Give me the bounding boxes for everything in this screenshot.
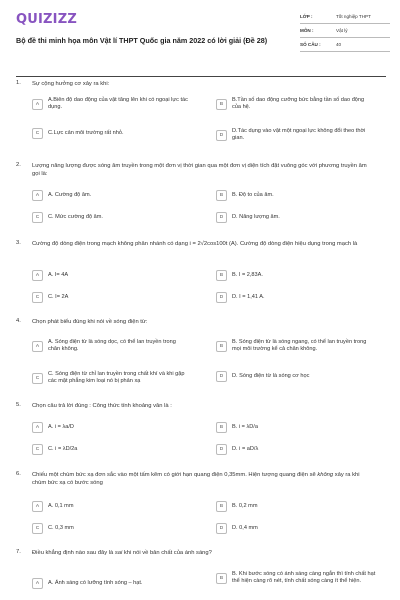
option-text: D. 0,4 mm xyxy=(232,524,258,531)
question-number: 5. xyxy=(16,402,21,408)
question-text-emphasis: sai xyxy=(114,550,123,556)
option-letter: B xyxy=(216,501,227,512)
option-letter: A xyxy=(32,270,43,281)
option-letter: A xyxy=(32,341,43,352)
option-letter: B xyxy=(216,99,227,110)
meta-value: 40 xyxy=(336,42,342,47)
option-letter: C xyxy=(32,444,43,455)
header-divider xyxy=(16,76,386,77)
question-text: Chọn câu trả lời đúng : Công thức tính khoảng vân là : xyxy=(32,403,172,409)
option-c[interactable] xyxy=(32,292,188,303)
option-letter: B xyxy=(216,573,227,584)
question-text xyxy=(32,471,372,487)
option-c[interactable] xyxy=(32,371,188,386)
question-text-part: khi nói về bản chất của ánh sáng? xyxy=(122,550,212,556)
option-letter: A xyxy=(32,578,43,589)
option-text: A. Cường độ âm. xyxy=(48,191,92,198)
question-text: Sự cộng hưởng cơ xảy ra khi: xyxy=(32,81,110,87)
option-text: B. Độ to của âm. xyxy=(232,191,274,198)
option-text: A. Sóng điện từ là sóng dọc, có thể lan truyền trong chân không. xyxy=(48,339,176,353)
option-a[interactable] xyxy=(32,270,188,281)
option-letter: C xyxy=(32,128,43,139)
meta-row-subject xyxy=(300,24,390,38)
option-text xyxy=(48,446,188,453)
option-text: D.Tác dụng vào vật một ngoại lực không đổi theo thời gian. xyxy=(232,128,366,142)
option-text: A. 0,1 mm xyxy=(48,502,74,509)
option-text: B. Khi bước sóng có ánh sáng càng ngắn thì tính chất hạt thể hiện càng rõ nét, tính chất sóng càng ít thể hiện. xyxy=(232,571,376,585)
question-text-part: Điều khẳng định nào sau đây là xyxy=(32,550,115,556)
option-text: B. Sóng điện từ là sóng ngang, có thể lan truyền trong mọi môi trường kể cả chân không. xyxy=(232,339,367,353)
option-b[interactable] xyxy=(216,339,372,354)
option-d[interactable] xyxy=(216,523,372,534)
question-5 xyxy=(16,402,386,462)
option-text: C. 0,3 mm xyxy=(48,524,74,531)
option-text: A.Biên độ dao động của vật tăng lên khi có ngoại lực tác dụng. xyxy=(48,97,188,111)
question-6 xyxy=(16,471,386,541)
formula: λD/a xyxy=(246,423,258,430)
option-letter: D xyxy=(216,444,227,455)
question-number: 7. xyxy=(16,549,21,555)
option-text xyxy=(232,446,372,453)
option-a[interactable] xyxy=(32,501,188,512)
question-text-emphasis: không xyxy=(317,472,334,478)
meta-label: LỚP : xyxy=(300,14,313,19)
question-number: 1. xyxy=(16,80,21,86)
question-text: Lượng năng lượng được sóng âm truyền trong một đơn vị thời gian qua một đơn vị diện tích đặt vuông góc với phương truyền âm gọi là: xyxy=(32,163,367,177)
question-3 xyxy=(16,240,386,310)
option-text: B. I = 2,83A. xyxy=(232,271,263,278)
option-a[interactable] xyxy=(32,578,188,589)
option-d[interactable] xyxy=(216,128,372,143)
option-letter: A xyxy=(32,501,43,512)
option-letter: D xyxy=(216,523,227,534)
question-4 xyxy=(16,318,386,392)
question-1 xyxy=(16,80,386,150)
option-c[interactable] xyxy=(32,128,188,139)
question-number: 3. xyxy=(16,240,21,246)
option-letter: C xyxy=(32,212,43,223)
worksheet-header xyxy=(16,10,386,68)
question-text-part: Chiếu một chùm bức xạ đơn sắc vào một tấm kẽm có giới hạn quang điện 0,35mm. Hiện tượng quang điện sẽ xyxy=(32,472,318,478)
meta-label: MÔN : xyxy=(300,28,314,33)
meta-row-class xyxy=(300,10,390,24)
option-text: D. Sóng điện từ là sóng cơ học xyxy=(232,372,310,379)
question-text: Cường độ dòng điện trong mạch không phân nhánh có dạng i = 2√2cos100t (A). Cường độ dòng điện hiệu dụng trong mạch là xyxy=(32,241,358,247)
option-label: A. i = xyxy=(48,423,63,430)
option-a[interactable] xyxy=(32,190,188,201)
option-letter: D xyxy=(216,292,227,303)
meta-row-count xyxy=(300,38,390,52)
option-text xyxy=(232,424,372,431)
option-c[interactable] xyxy=(32,523,188,534)
option-letter: B xyxy=(216,341,227,352)
option-b[interactable] xyxy=(216,422,372,433)
meta-label: SỐ CÂU : xyxy=(300,42,321,47)
formula: λD/2a xyxy=(62,445,78,452)
option-label: D. i = xyxy=(232,445,247,452)
option-letter: D xyxy=(216,371,227,382)
option-letter: B xyxy=(216,190,227,201)
option-text: D. Năng lượng âm. xyxy=(232,213,280,220)
option-letter: D xyxy=(216,212,227,223)
option-b[interactable] xyxy=(216,270,372,281)
meta-value: Tốt nghiệp THPT xyxy=(336,14,371,19)
formula: aD/λ xyxy=(246,445,259,452)
option-d[interactable] xyxy=(216,444,372,455)
option-text: A. Ánh sáng có lưỡng tính sóng – hạt. xyxy=(48,579,143,586)
quizizz-logo: QUIZIZZ xyxy=(16,12,77,27)
question-7 xyxy=(16,549,386,599)
option-text: C. Sóng điện từ chỉ lan truyền trong chất khí và khi gặp các mặt phẳng kim loại nó bị phản xạ xyxy=(48,371,185,385)
question-text-part: xảy ra khi chùm bức xạ có bước sóng xyxy=(32,472,360,486)
question-number: 4. xyxy=(16,318,21,324)
question-text xyxy=(32,549,372,557)
option-b[interactable] xyxy=(216,501,372,512)
option-d[interactable] xyxy=(216,292,372,303)
option-letter: A xyxy=(32,99,43,110)
option-text xyxy=(48,424,188,431)
option-text: C. I= 2A xyxy=(48,293,69,300)
option-letter: B xyxy=(216,422,227,433)
option-text: A. I= 4A xyxy=(48,271,69,278)
option-text: C.Lực cản môi trường rất nhỏ. xyxy=(48,129,124,136)
option-letter: C xyxy=(32,292,43,303)
option-a[interactable] xyxy=(32,339,188,354)
option-letter: B xyxy=(216,270,227,281)
option-text: C. Mức cường độ âm. xyxy=(48,213,103,220)
option-d[interactable] xyxy=(216,371,372,382)
option-b[interactable] xyxy=(216,97,372,112)
option-d[interactable] xyxy=(216,212,372,223)
meta-value: Vật lý xyxy=(336,28,348,33)
question-number: 2. xyxy=(16,162,21,168)
option-label: C. i = xyxy=(48,445,63,452)
meta-table xyxy=(300,10,390,52)
option-letter: C xyxy=(32,373,43,384)
option-a[interactable] xyxy=(32,97,188,112)
formula: λa/D xyxy=(62,423,74,430)
option-b[interactable] xyxy=(216,571,382,586)
option-text: B.Tần số dao động cưỡng bức bằng tần số dao động của hệ. xyxy=(232,97,365,111)
question-number: 6. xyxy=(16,471,21,477)
option-letter: D xyxy=(216,130,227,141)
question-2 xyxy=(16,162,386,232)
option-b[interactable] xyxy=(216,190,372,201)
option-text: D. I = 1,41 A. xyxy=(232,293,265,300)
option-c[interactable] xyxy=(32,444,188,455)
option-letter: A xyxy=(32,422,43,433)
question-text: Chọn phát biểu đúng khi nói về sóng điện từ: xyxy=(32,319,148,325)
option-letter: A xyxy=(32,190,43,201)
option-letter: C xyxy=(32,523,43,534)
option-a[interactable] xyxy=(32,422,188,433)
document-title: Bộ đề thi minh họa môn Vật lí THPT Quốc gia năm 2022 có lời giải (Đề 28) xyxy=(16,36,268,45)
option-text: B. 0,2 mm xyxy=(232,502,258,509)
option-label: B. i = xyxy=(232,423,247,430)
option-c[interactable] xyxy=(32,212,188,223)
